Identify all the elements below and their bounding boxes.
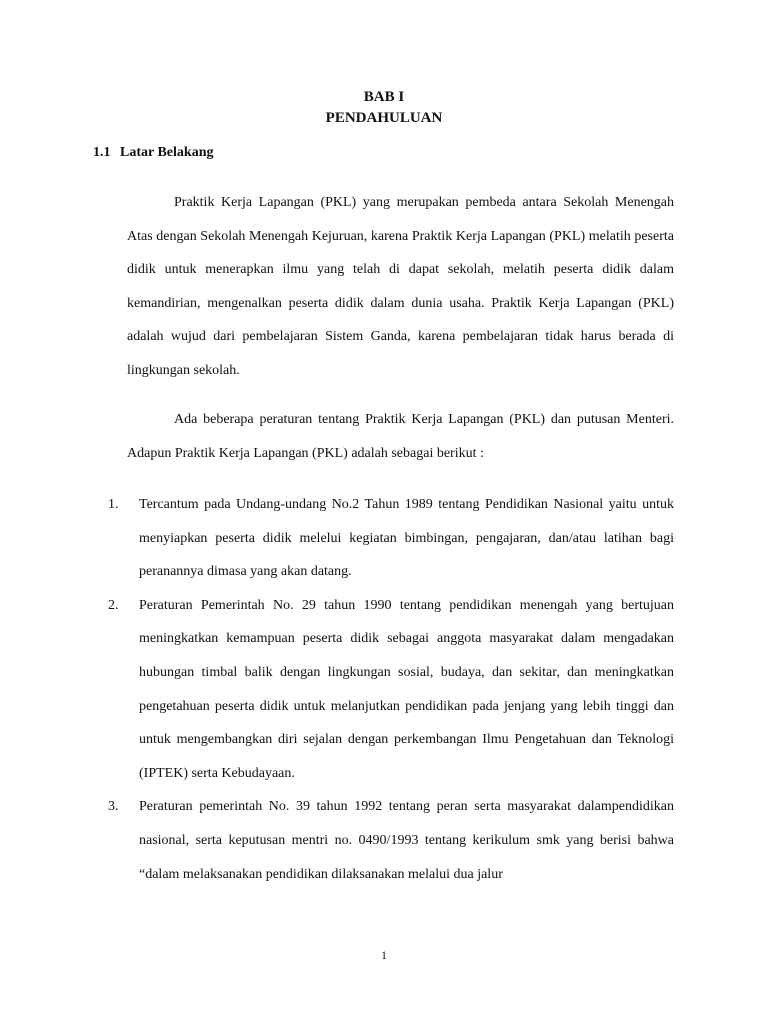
list-item-text: Tercantum pada Undang-undang No.2 Tahun 1989 tentang Pendidikan Nasional yaitu untuk menyiapkan peserta didik melelui kegiatan bimbingan, pengajaran, dan/atau latihan bagi peranannya dimasa yang akan datang. (139, 497, 674, 580)
chapter-label: BAB I (363, 89, 405, 105)
list-item (0, 589, 768, 791)
section-title: Latar Belakang (120, 145, 214, 160)
section-heading (93, 143, 213, 163)
chapter-title: PENDAHULUAN (325, 110, 443, 126)
list-item-number: 3. (108, 799, 119, 815)
section-number: 1.1 (93, 145, 111, 160)
list-item-number: 1. (108, 497, 119, 512)
list-item-text: Peraturan Pemerintah No. 29 tahun 1990 tentang pendidikan menengah yang bertujuan meningkatkan kemampuan peserta didik sebagai anggota masyarakat dalam mengadakan hubungan timbal balik dengan lingkungan sosial, budaya, dan sekitar, dan meningkatkan pengetahuan peserta didik untuk melanjutkan pendidikan pada jenjang yang lebih tinggi dan untuk mengembangkan diri sejalan dengan perkembangan Ilmu Pengetahuan dan Teknologi (IPTEK) serta Kebudayaan. (139, 597, 674, 781)
page-number: 1 (381, 948, 387, 962)
list-item (0, 790, 768, 891)
list-item (0, 488, 768, 589)
paragraph-regulations-intro: Ada beberapa peraturan tentang Praktik Kerja Lapangan (PKL) dan putusan Menteri. Adapun Praktik Kerja Lapangan (PKL) adalah sebagai berikut : (127, 412, 674, 461)
regulations-list (0, 488, 768, 891)
list-item-text: Peraturan pemerintah No. 39 tahun 1992 tentang peran serta masyarakat dalampendidikan nasional, serta keputusan mentri no. 0490/1993 tentang kerikulum smk yang berisi bahwa “dalam melaksanakan pendidikan dilaksanakan melalui dua jalur (139, 799, 674, 882)
list-item-number: 2. (108, 597, 119, 613)
paragraph-background: Praktik Kerja Lapangan (PKL) yang merupakan pembeda antara Sekolah Menengah Atas dengan Sekolah Menengah Kejuruan, karena Praktik Kerja Lapangan (PKL) melatih peserta didik untuk menerapkan ilmu yang telah di dapat sekolah, melatih peserta didik dalam kemandirian, mengenalkan peserta didik dalam dunia usaha. Praktik Kerja Lapangan (PKL) adalah wujud dari pembelajaran Sistem Ganda, karena pembelajaran tidak harus berada di lingkungan sekolah. (127, 195, 674, 378)
